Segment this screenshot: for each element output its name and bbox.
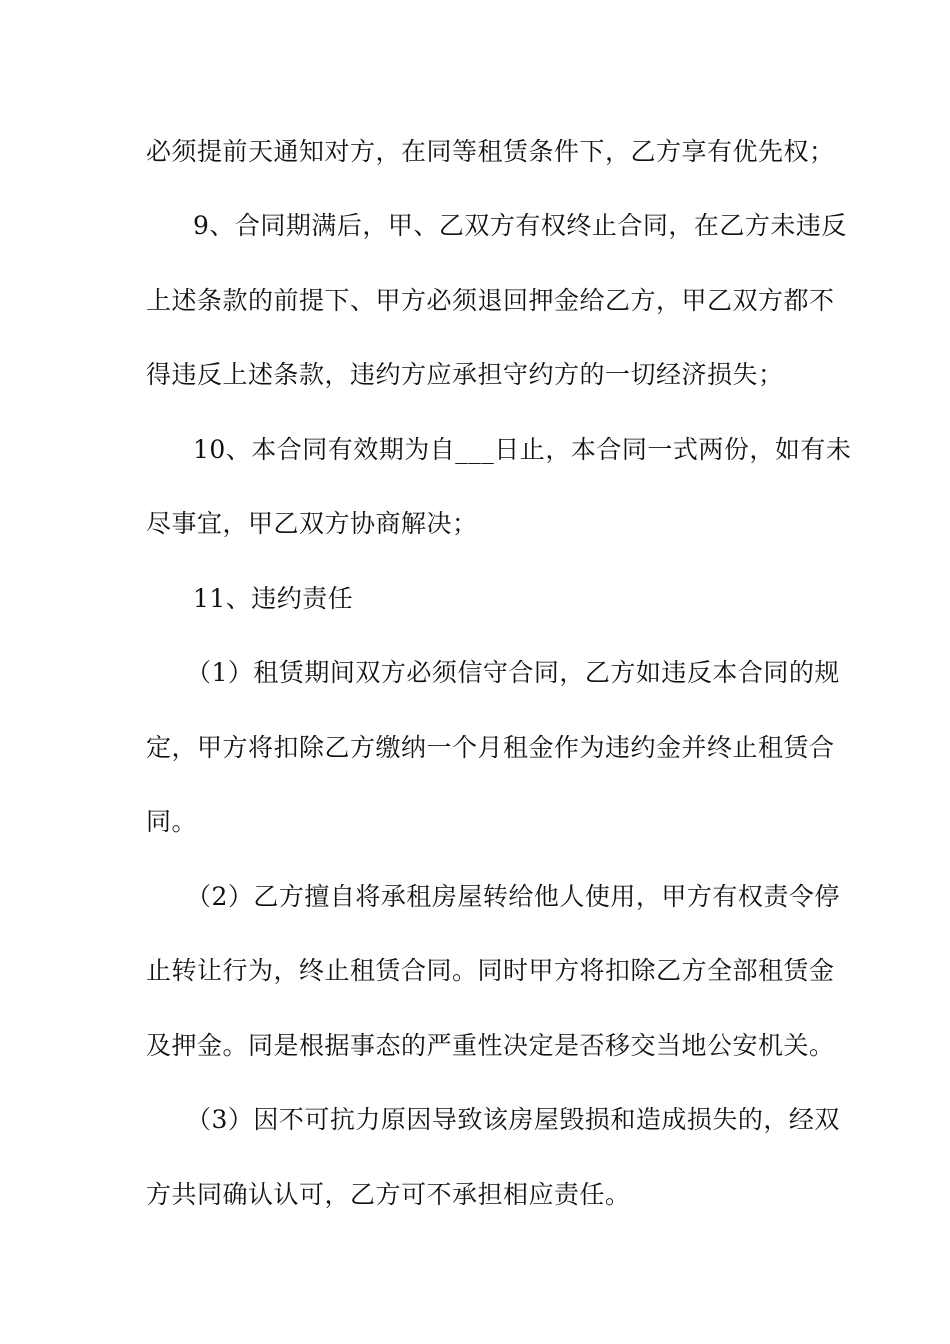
clause-10-line: 10、本合同有效期为自___日止，本合同一式两份，如有未 xyxy=(193,435,852,464)
text-line: 止转让行为，终止租赁合同。同时甲方将扣除乙方全部租赁金 xyxy=(146,956,835,985)
text-line: 尽事宜，甲乙双方协商解决； xyxy=(146,509,478,538)
clause-9-line: 9、合同期满后，甲、乙双方有权终止合同，在乙方未违反 xyxy=(193,211,847,240)
clause-11-heading: 11、违约责任 xyxy=(193,584,354,613)
text-line: 定，甲方将扣除乙方缴纳一个月租金作为违约金并终止租赁合 xyxy=(146,733,835,762)
text-line: 必须提前天通知对方，在同等租赁条件下，乙方享有优先权； xyxy=(146,137,835,166)
text-line: 同。 xyxy=(146,807,198,836)
subclause-3-line: （3）因不可抗力原因导致该房屋毁损和造成损失的，经双 xyxy=(186,1105,840,1134)
text-line: 得违反上述条款，违约方应承担守约方的一切经济损失； xyxy=(146,360,784,389)
text-line: 上述条款的前提下、甲方必须退回押金给乙方，甲乙双方都不 xyxy=(146,286,835,315)
text-line: 及押金。同是根据事态的严重性决定是否移交当地公安机关。 xyxy=(146,1031,835,1060)
subclause-1-line: （1）租赁期间双方必须信守合同，乙方如违反本合同的规 xyxy=(186,658,840,687)
subclause-2-line: （2）乙方擅自将承租房屋转给他人使用，甲方有权责令停 xyxy=(186,882,840,911)
text-line: 方共同确认认可，乙方可不承担相应责任。 xyxy=(146,1180,631,1209)
